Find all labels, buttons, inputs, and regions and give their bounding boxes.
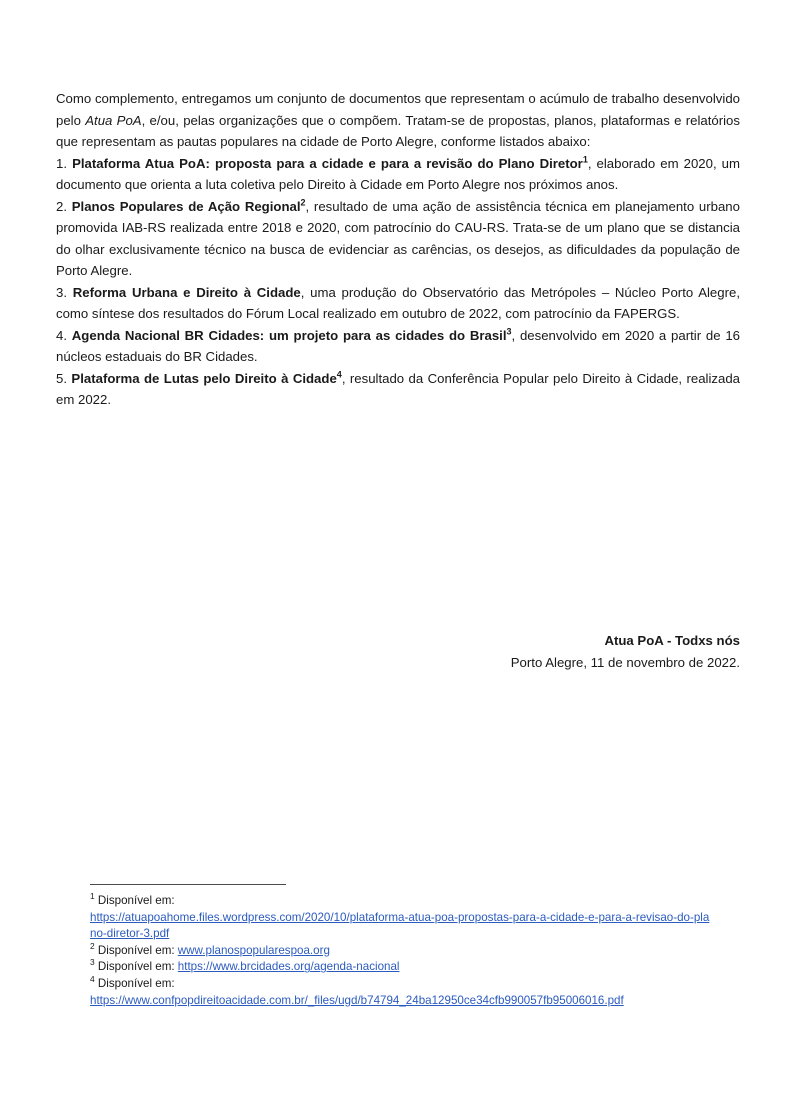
document-body xyxy=(56,88,740,411)
signature-name: Atua PoA - Todxs nós xyxy=(604,633,740,648)
signature-place-date: Porto Alegre, 11 de novembro de 2022. xyxy=(510,654,740,670)
list-item-number: 1. xyxy=(56,155,73,171)
list-item-title: Plataforma de Lutas pelo Direito à Cidade xyxy=(71,370,337,386)
list-item-number: 2. xyxy=(56,198,72,214)
footnote-item xyxy=(90,893,710,943)
footnote-label: Disponível em: xyxy=(94,960,178,974)
list-item xyxy=(56,368,740,411)
footnote-link[interactable]: https://www.confpopdireitoacidade.com.br/_files/ugd/b74794_24ba12950ce34cfb990057fb95006016.pdf xyxy=(90,993,624,1007)
footnotes-section xyxy=(90,884,710,1009)
list-item-title: Reforma Urbana e Direito à Cidade xyxy=(72,284,301,300)
footnote-number: 4 xyxy=(90,974,95,985)
footnote-reference-marker[interactable]: 3 xyxy=(506,326,512,337)
footnote-label: Disponível em: xyxy=(94,894,175,907)
footnote-number: 3 xyxy=(90,957,95,968)
footnote-link[interactable]: www.planospopularespoa.org xyxy=(177,943,330,957)
list-item-description: , uma produção do Observatório das Metrópoles – Núcleo Porto Alegre, como síntese dos resultados do Fórum Local realizado em outubro de 2022, com patrocínio da FAPERGS. xyxy=(56,284,740,321)
footnote-link[interactable]: https://atuapoahome.files.wordpress.com/2020/10/plataforma-atua-poa-propostas-para-a-cidade-e-para-a-revisao-do-plano-diretor-3.pdf xyxy=(90,910,710,941)
list-item xyxy=(56,153,740,196)
list-item-description: , resultado de uma ação de assistência técnica em planejamento urbano promovida IAB-RS realizada entre 2018 e 2020, com patrocínio do CAU-RS. Trata-se de um plano que se distancia do olhar exclusivamente técnico na busca de evidenciar as carências, os desejos, as dificuldades da população de Porto Alegre. xyxy=(56,198,740,278)
footnote-item xyxy=(90,976,710,1009)
list-item xyxy=(56,282,740,325)
list-item-description: , desenvolvido em 2020 a partir de 16 núcleos estaduais do BR Cidades. xyxy=(56,327,740,364)
footnote-label: Disponível em: xyxy=(94,943,178,957)
footnote-separator-rule xyxy=(90,884,286,885)
signature-block xyxy=(56,630,740,673)
footnote-label: Disponível em: xyxy=(94,976,175,990)
footnote-item xyxy=(90,959,710,976)
list-item xyxy=(56,196,740,282)
list-item-title: Plataforma Atua PoA: proposta para a cidade e para a revisão do Plano Diretor xyxy=(72,155,583,171)
footnote-list xyxy=(90,893,710,1009)
list-item-number: 4. xyxy=(56,327,72,343)
list-item-title: Agenda Nacional BR Cidades: um projeto para as cidades do Brasil xyxy=(71,327,507,343)
footnote-item xyxy=(90,940,710,960)
numbered-list xyxy=(56,153,740,411)
footnote-number: 1 xyxy=(90,891,95,902)
list-item-number: 3. xyxy=(56,284,73,300)
footnote-reference-marker[interactable]: 1 xyxy=(582,154,588,165)
footnote-link[interactable]: https://www.brcidades.org/agenda-nacional xyxy=(177,960,400,974)
intro-italic-run: Atua PoA xyxy=(85,112,142,128)
list-item-title: Planos Populares de Ação Regional xyxy=(71,198,301,214)
footnote-reference-marker[interactable]: 2 xyxy=(300,197,306,208)
footnote-reference-marker[interactable]: 4 xyxy=(336,369,342,380)
list-item-number: 5. xyxy=(56,370,72,386)
list-item xyxy=(56,325,740,368)
list-item-description: , elaborado em 2020, um documento que orienta a luta coletiva pelo Direito à Cidade em Porto Alegre nos próximos anos. xyxy=(56,155,740,192)
intro-paragraph xyxy=(56,88,740,153)
list-item-description: , resultado da Conferência Popular pelo Direito à Cidade, realizada em 2022. xyxy=(56,370,741,407)
footnote-number: 2 xyxy=(90,940,95,951)
intro-text-run: Como complemento, entregamos um conjunto de documentos que representam o acúmulo de trabalho desenvolvido pelo xyxy=(56,91,740,128)
intro-text-run: , e/ou, pelas organizações que o compõem. Tratam-se de propostas, planos, plataformas e relatórios que representam as pautas populares na cidade de Porto Alegre, conforme listados abaixo: xyxy=(56,112,740,149)
